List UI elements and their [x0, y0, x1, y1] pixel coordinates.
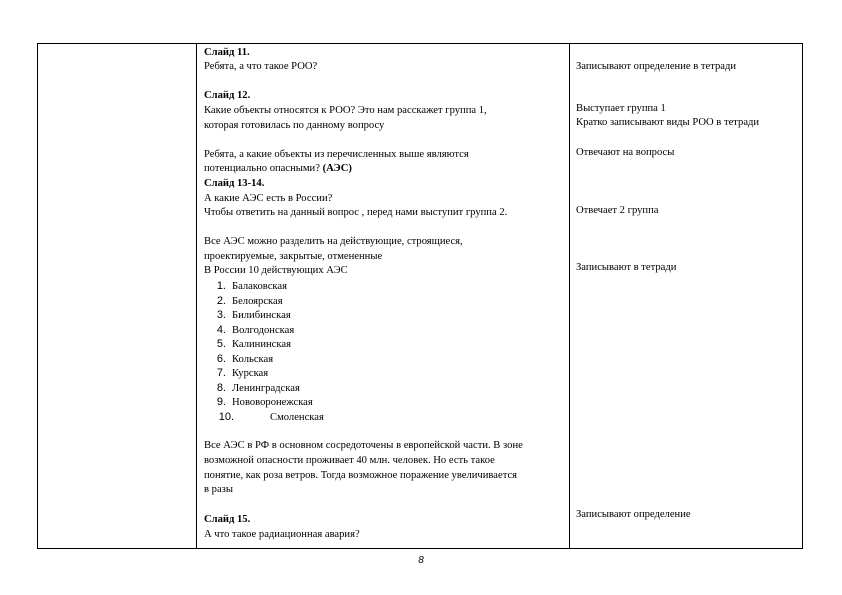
aes-list-number: 1. — [216, 280, 226, 292]
aes-division-line-1: Все АЭС можно разделить на действующие, строящиеся, — [204, 236, 463, 247]
paragraph-line-2: возможной опасности проживает 40 млн. человек. Но есть такое — [204, 455, 495, 466]
column-divider-right — [569, 44, 570, 548]
student-action-7: Записывают определение — [576, 509, 691, 520]
aes-list-number: 5. — [216, 338, 226, 350]
aes-division-line-2: проектируемые, закрытые, отмененные — [204, 251, 383, 262]
aes-list-name: Ленинградская — [232, 382, 300, 394]
student-action-5: Отвечает 2 группа — [576, 205, 659, 216]
aes-list-name: Белоярская — [232, 295, 283, 307]
aes-list-name: Смоленская — [270, 411, 324, 423]
aes-list-item — [204, 353, 273, 366]
student-action-3: Кратко записывают виды РОО в тетради — [576, 117, 760, 128]
aes-group-line: Чтобы ответить на данный вопрос , перед нами выступит группа 2. — [204, 207, 508, 218]
slide-12-line-2: которая готовилась по данному вопросу — [204, 120, 385, 131]
aes-list-item — [204, 324, 294, 337]
aes-list-item — [204, 338, 291, 351]
aes-list-item — [204, 309, 291, 322]
aes-list-item — [204, 382, 300, 395]
aes-count: В России 10 действующих АЭС — [204, 265, 348, 276]
slide-12-line-1: Какие объекты относятся к РОО? Это нам расскажет группа 1, — [204, 105, 487, 116]
aes-list-number: 3. — [216, 309, 226, 321]
aes-list-name: Билибинская — [232, 310, 291, 321]
student-action-6: Записывают в тетради — [576, 262, 677, 273]
aes-list-name: Нововоронежская — [232, 397, 313, 408]
student-action-4: Отвечают на вопросы — [576, 147, 675, 158]
aes-list-name: Курская — [232, 368, 269, 379]
aes-list-name: Кольская — [232, 353, 274, 365]
aes-list-number: 9. — [216, 396, 226, 408]
page-number: 8 — [418, 555, 424, 566]
danger-question-line-2 — [204, 162, 352, 175]
slide-15-title: Слайд 15. — [204, 514, 251, 525]
student-action-1: Записывают определение в тетради — [576, 61, 737, 72]
aes-list-item — [204, 367, 268, 380]
danger-question-text: потенциально опасными? — [204, 163, 320, 174]
aes-list-number: 7. — [216, 367, 226, 379]
aes-question: А какие АЭС есть в России? — [204, 193, 333, 204]
column-divider-left — [196, 44, 197, 548]
aes-list-number: 10. — [218, 410, 234, 423]
aes-list-number: 2. — [216, 294, 226, 307]
aes-list-name: Калининская — [232, 339, 291, 350]
slide-11-question: Ребята, а что такое РОО? — [204, 61, 318, 72]
aes-list-name: Волгодонская — [232, 324, 295, 336]
slide-11-title: Слайд 11. — [204, 47, 250, 58]
slide-12-title: Слайд 12. — [204, 90, 251, 101]
paragraph-line-3: понятие, как роза ветров. Тогда возможное поражение увеличивается — [204, 470, 518, 481]
aes-list-number: 6. — [216, 352, 226, 365]
aes-list-item — [204, 396, 313, 409]
aes-list-item — [204, 411, 324, 424]
aes-list-number: 4. — [216, 323, 226, 336]
slide-15-question: А что такое радиационная авария? — [204, 529, 360, 540]
paragraph-line-1: Все АЭС в РФ в основном сосредоточены в европейской части. В зоне — [204, 440, 523, 451]
slide-13-14-title: Слайд 13-14. — [204, 178, 265, 189]
student-action-2: Выступает группа 1 — [576, 103, 666, 114]
aes-list-name: Балаковская — [232, 281, 287, 292]
paragraph-line-4: в разы — [204, 484, 233, 495]
aes-list-number: 8. — [216, 381, 226, 394]
danger-question-line-1: Ребята, а какие объекты из перечисленных выше являются — [204, 149, 469, 160]
aes-list-item — [204, 280, 287, 293]
lesson-table — [37, 43, 803, 549]
aes-list-item — [204, 295, 283, 308]
danger-answer: (АЭС) — [322, 163, 352, 174]
